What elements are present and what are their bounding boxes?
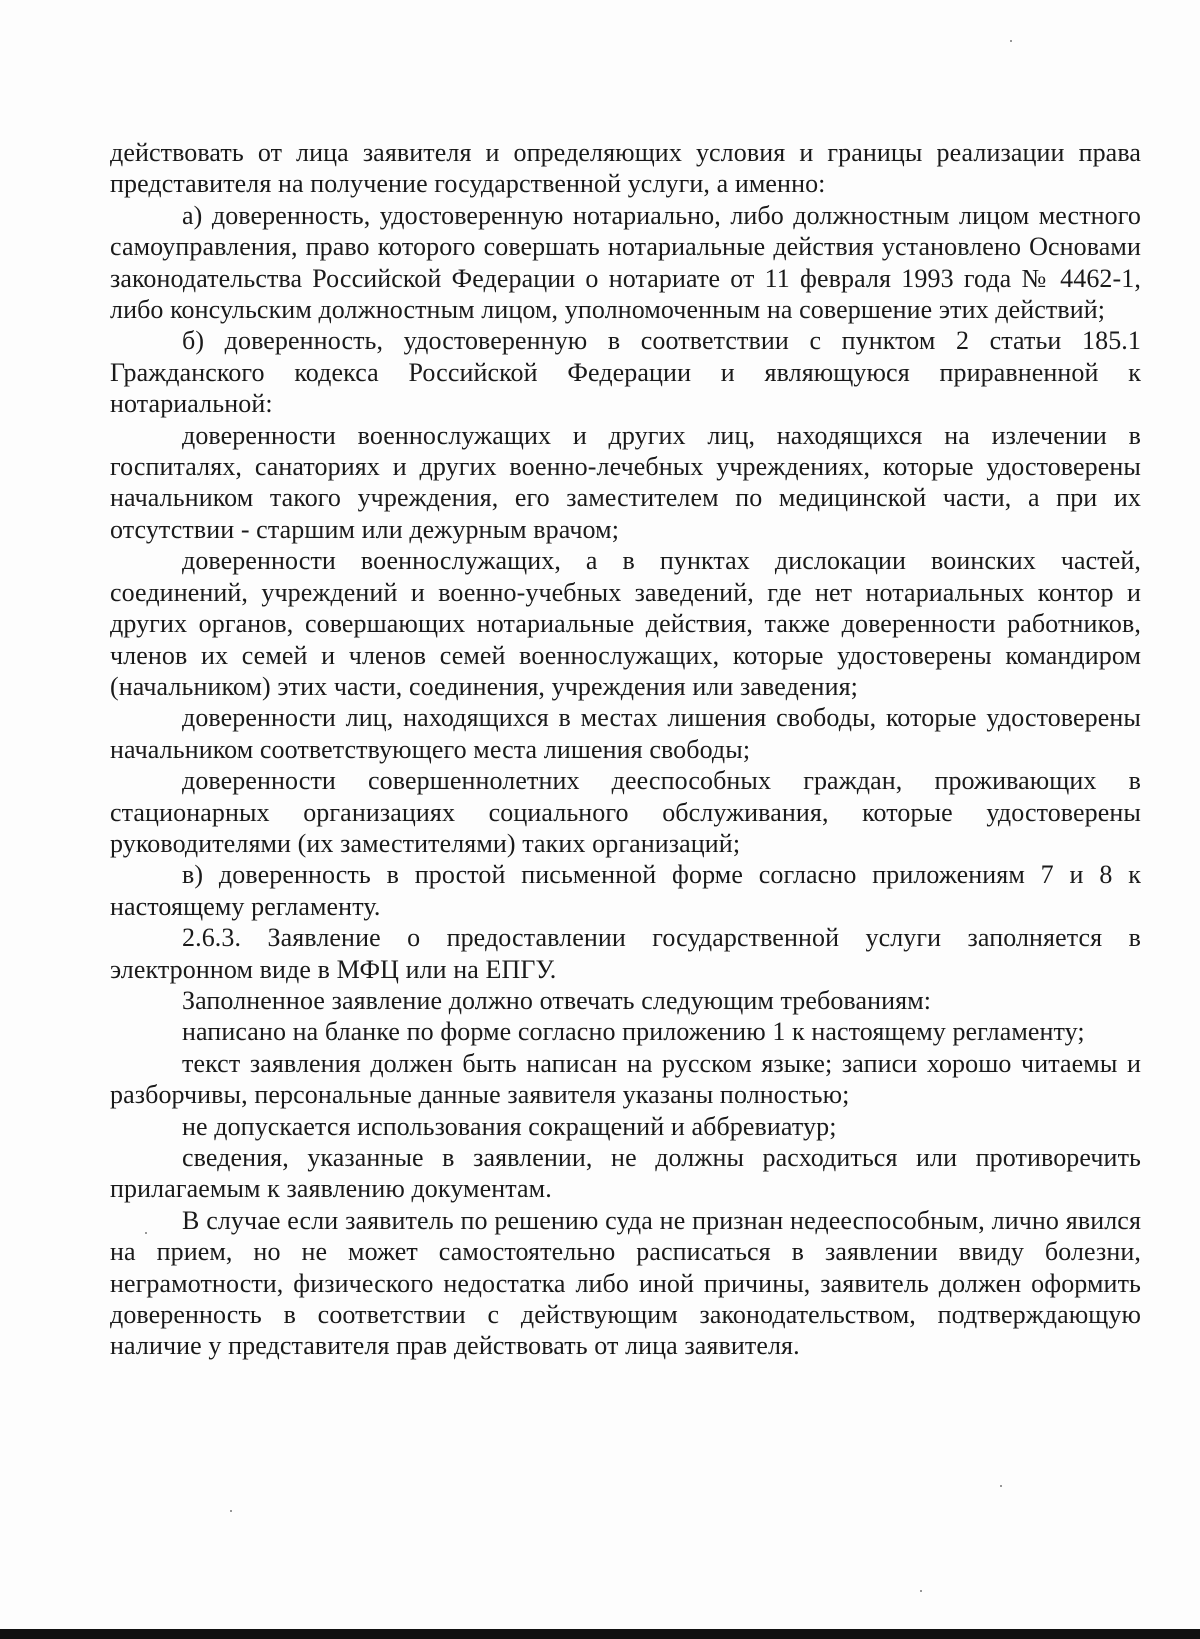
scan-speck xyxy=(230,1510,232,1512)
paragraph-section-2-6-3: 2.6.3. Заявление о предоставлении государственной услуги заполняется в электронном виде в МФЦ или на ЕПГУ. xyxy=(110,923,1141,984)
paragraph-military-units: доверенности военнослужащих, а в пунктах дислокации воинских частей, соединений, учреждений и военно-учебных заведений, где нет нотариальных контор и других органов, совершающих нотариальные действия, также доверенности работников, членов их семей и членов семей военнослужащих, которые удостоверены командиром (начальником) этих части, соединения, учреждения или заведения; xyxy=(110,546,1141,701)
paragraph-item-v: в) доверенность в простой письменной форме согласно приложениям 7 и 8 к настоящему регламенту. xyxy=(110,860,1141,921)
scan-edge xyxy=(0,1629,1200,1639)
paragraph-requirement-form: написано на бланке по форме согласно приложению 1 к настоящему регламенту; xyxy=(182,1017,1085,1047)
paragraph-item-b: б) доверенность, удостоверенную в соответствии с пунктом 2 статьи 185.1 Гражданского кодекса Российской Федерации и являющуюся приравненной к нотариальной: xyxy=(110,326,1141,419)
paragraph-item-a: а) доверенность, удостоверенную нотариально, либо должностным лицом местного самоуправления, право которого совершать нотариальные действия установлено Основами законодательства Российской Федерации о нотариате от 11 февраля 1993 года № 4462-1, либо консульским должностным лицом, уполномоченным на совершение этих действий; xyxy=(110,200,1141,325)
paragraph-incapacity-case: В случае если заявитель по решению суда не признан недееспособным, лично явился на прием, но не может самостоятельно расписаться в заявлении ввиду болезни, неграмотности, физического недостатка либо иной причины, заявитель должен оформить доверенность в соответствии с действующим законодательством, подтверждающую наличие у представителя прав действовать от лица заявителя. xyxy=(110,1205,1141,1361)
scan-speck xyxy=(1010,40,1012,42)
paragraph-requirement-consistency: сведения, указанные в заявлении, не должны расходиться или противоречить прилагаемым к заявлению документам. xyxy=(110,1143,1141,1204)
paragraph-social-organizations: доверенности совершеннолетних дееспособных граждан, проживающих в стационарных организациях социального обслуживания, которые удостоверены руководителями (их заместителями) таких организаций; xyxy=(110,766,1141,858)
paragraph-requirement-abbreviations: не допускается использования сокращений и аббревиатур; xyxy=(182,1111,837,1141)
paragraph-detention-places: доверенности лиц, находящихся в местах лишения свободы, которые удостоверены начальником соответствующего места лишения свободы; xyxy=(110,703,1141,764)
paragraph-requirements-intro: Заполненное заявление должно отвечать следующим требованиям: xyxy=(182,985,932,1015)
document-body xyxy=(110,137,1141,1362)
scan-speck xyxy=(1000,1485,1002,1487)
scan-speck xyxy=(920,1590,922,1592)
paragraph-continuation: действовать от лица заявителя и определяющих условия и границы реализации права представителя на получение государственной услуги, а именно: xyxy=(110,138,1141,199)
paragraph-military-hospitals: доверенности военнослужащих и других лиц, находящихся на излечении в госпиталях, санаториях и других военно-лечебных учреждениях, которые удостоверены начальником такого учреждения, его заместителем по медицинской части, а при их отсутствии - старшим или дежурным врачом; xyxy=(110,420,1141,544)
paragraph-requirement-language: текст заявления должен быть написан на русском языке; записи хорошо читаемы и разборчивы, персональные данные заявителя указаны полностью; xyxy=(110,1048,1141,1110)
scan-speck xyxy=(145,1232,147,1234)
